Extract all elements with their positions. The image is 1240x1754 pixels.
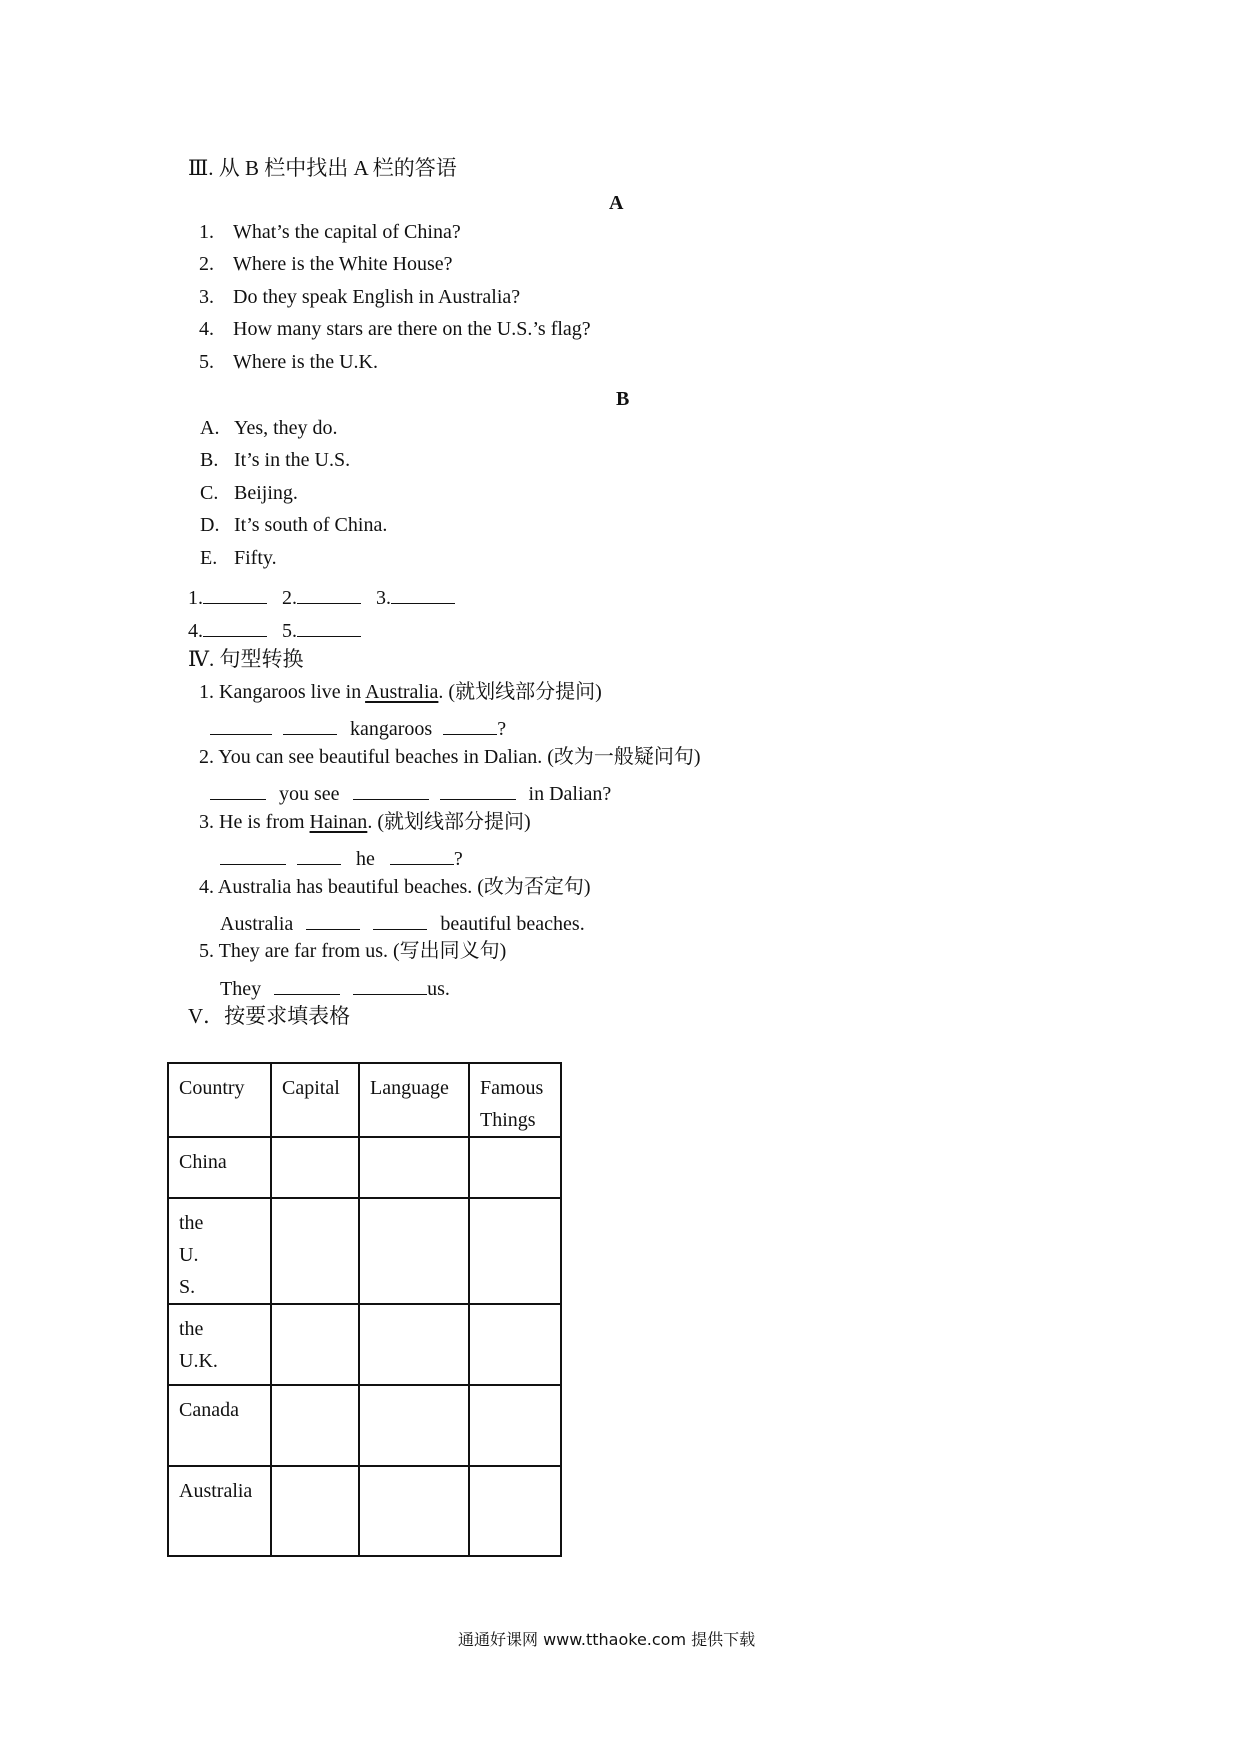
country-cell: Australia [168, 1466, 271, 1556]
country-cell: Canada [168, 1385, 271, 1466]
fill-blank[interactable] [297, 846, 341, 865]
table-row [168, 1385, 561, 1466]
capital-cell[interactable] [271, 1198, 359, 1304]
answer-blank-3[interactable] [391, 585, 455, 604]
answer-blank-4[interactable] [203, 618, 267, 637]
exercise-5-prompt: 5. They are far from us. (写出同义句) [199, 940, 507, 962]
language-cell[interactable] [359, 1137, 469, 1198]
list-item: C. Beijing. [200, 482, 298, 504]
fill-blank[interactable] [210, 716, 272, 735]
list-item: D. It’s south of China. [200, 514, 388, 536]
fill-blank[interactable] [353, 976, 427, 995]
answer-blank-2[interactable] [297, 585, 361, 604]
answer-blank-5[interactable] [297, 618, 361, 637]
exercise-2-prompt: 2. You can see beautiful beaches in Dalian. (改为一般疑问句) [199, 746, 701, 768]
exercise-3-prompt: 3. He is from Hainan. (就划线部分提问) [199, 811, 531, 833]
table-row [168, 1198, 561, 1304]
list-item: 4. How many stars are there on the U.S.’s flag? [199, 318, 591, 340]
section-3-title: Ⅲ. 从 B 栏中找出 A 栏的答语 [188, 156, 457, 180]
table-row [168, 1304, 561, 1385]
capital-cell[interactable] [271, 1304, 359, 1385]
table-header-cell: Country [168, 1063, 271, 1137]
fill-blank[interactable] [306, 911, 360, 930]
exercise-5-fill: They us. [220, 978, 450, 1000]
fill-blank[interactable] [440, 781, 516, 800]
list-item: A. Yes, they do. [200, 417, 338, 439]
list-item: B. It’s in the U.S. [200, 449, 351, 471]
column-a-label: A [609, 192, 624, 214]
exercise-3-fill: he ? [220, 846, 463, 869]
exercise-1-prompt: 1. Kangaroos live in Australia. (就划线部分提问) [199, 681, 602, 703]
table-row [168, 1466, 561, 1556]
section-4-title: Ⅳ. 句型转换 [188, 647, 304, 671]
answer-blanks-row-1: 1. 2. 3. [188, 585, 455, 608]
section-5-title: V．按要求填表格 [188, 1004, 351, 1028]
answer-blanks-row-2: 4. 5. [188, 618, 361, 641]
language-cell[interactable] [359, 1466, 469, 1556]
famous-things-cell[interactable] [469, 1385, 561, 1466]
table-header-row [168, 1063, 561, 1137]
table-header-cell: Language [359, 1063, 469, 1137]
exercise-1-fill: kangaroos ? [210, 716, 506, 739]
exercise-4-prompt: 4. Australia has beautiful beaches. (改为否定句) [199, 876, 591, 898]
fill-blank[interactable] [220, 846, 286, 865]
country-cell: China [168, 1137, 271, 1198]
column-b-label: B [616, 388, 630, 410]
fill-blank[interactable] [443, 716, 497, 735]
language-cell[interactable] [359, 1385, 469, 1466]
famous-things-cell[interactable] [469, 1198, 561, 1304]
language-cell[interactable] [359, 1304, 469, 1385]
fill-blank[interactable] [390, 846, 454, 865]
list-item: 1. What’s the capital of China? [199, 221, 461, 243]
list-item: E. Fifty. [200, 547, 277, 569]
famous-things-cell[interactable] [469, 1466, 561, 1556]
fill-blank[interactable] [210, 781, 266, 800]
table-row [168, 1137, 561, 1198]
list-item: 2. Where is the White House? [199, 253, 453, 275]
fill-blank[interactable] [353, 781, 429, 800]
country-cell: the U.K. [168, 1304, 271, 1385]
famous-things-cell[interactable] [469, 1137, 561, 1198]
language-cell[interactable] [359, 1198, 469, 1304]
country-cell: the U. S. [168, 1198, 271, 1304]
table-header-cell: Famous Things [469, 1063, 561, 1137]
page-footer: 通通好课网 www.tthaoke.com 提供下载 [458, 1630, 756, 1649]
famous-things-cell[interactable] [469, 1304, 561, 1385]
answer-blank-1[interactable] [203, 585, 267, 604]
fill-blank[interactable] [283, 716, 337, 735]
capital-cell[interactable] [271, 1137, 359, 1198]
fill-blank[interactable] [373, 911, 427, 930]
table-header-cell: Capital [271, 1063, 359, 1137]
capital-cell[interactable] [271, 1385, 359, 1466]
country-table [167, 1062, 562, 1557]
fill-blank[interactable] [274, 976, 340, 995]
exercise-4-fill: Australia beautiful beaches. [220, 913, 585, 935]
capital-cell[interactable] [271, 1466, 359, 1556]
list-item: 3. Do they speak English in Australia? [199, 286, 521, 308]
exercise-2-fill: you see in Dalian? [210, 781, 611, 804]
list-item: 5. Where is the U.K. [199, 351, 378, 373]
